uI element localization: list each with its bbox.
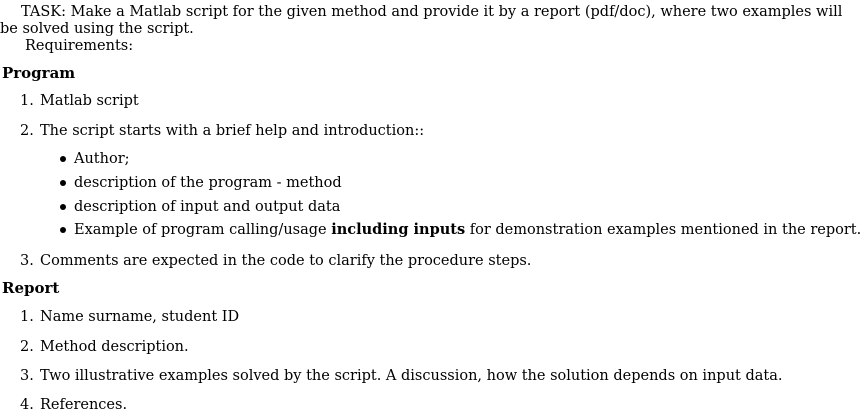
bullet-text-before: Example of program calling/usage (74, 222, 332, 238)
program-item-3-number: 3. (20, 253, 34, 269)
bullet-text-bold: including inputs (331, 221, 466, 238)
bullet-item-author: Author; (74, 151, 130, 167)
report-item-4-number: 4. (20, 397, 34, 413)
program-heading: Program (2, 64, 76, 82)
report-item-1-number: 1. (20, 309, 34, 325)
bullet-item-description-io: description of input and output data (74, 199, 341, 215)
task-line-2: be solved using the script. (0, 21, 194, 37)
bullet-icon (60, 156, 66, 162)
report-item-2-number: 2. (20, 339, 34, 355)
report-item-3-text: Two illustrative examples solved by the script. A discussion, how the solution depends on input data. (40, 368, 783, 384)
bullet-item-example-usage (74, 221, 861, 239)
report-heading: Report (2, 279, 60, 297)
bullet-item-description-program: description of the program - method (74, 175, 342, 191)
report-item-4-text: References. (40, 397, 128, 413)
program-item-2-text: The script starts with a brief help and introduction:: (40, 123, 425, 139)
report-item-3-number: 3. (20, 368, 34, 384)
program-item-3-text: Comments are expected in the code to clarify the procedure steps. (40, 253, 532, 269)
report-item-2-text: Method description. (40, 339, 189, 355)
report-item-1-text: Name surname, student ID (40, 309, 240, 325)
bullet-icon (60, 180, 66, 186)
program-item-1-text: Matlab script (40, 93, 139, 109)
program-item-2-number: 2. (20, 123, 34, 139)
requirements-label: Requirements: (25, 38, 134, 54)
bullet-icon (60, 227, 66, 233)
bullet-text-after: for demonstration examples mentioned in the report. (465, 222, 861, 238)
task-line-1: TASK: Make a Matlab script for the given method and provide it by a report (pdf/doc), where two examples will (21, 4, 843, 20)
bullet-icon (60, 204, 66, 210)
program-item-1-number: 1. (20, 93, 34, 109)
